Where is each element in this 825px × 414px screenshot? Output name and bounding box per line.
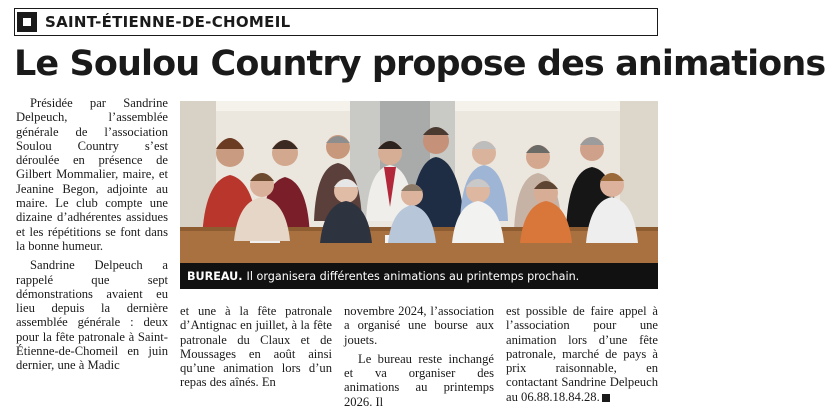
paragraph: Sandrine Delpeuch a rappelé que sept démonstrations avaient eu lieu depuis la dernière assemblée générale : deux pour la fête patronale à Saint-Étienne-de-Chomeil en juin dernier, une à Madic — [16, 258, 168, 373]
section-label: SAINT-ÉTIENNE-DE-CHOMEIL — [45, 13, 291, 31]
article-column-1 — [16, 96, 168, 373]
paragraph: Présidée par Sandrine Delpeuch, l’assemblée générale de l’association Soulou Country s’est déroulée en présence de Gilbert Mommalier, maire, et Jeanine Begon, adjointe au maire. Le club compte une dizaine d’adhérentes assidues et les répétitions se font dans la bonne humeur. — [16, 96, 168, 253]
photo-caption — [180, 263, 658, 289]
caption-text: Il organisera différentes animations au printemps prochain. — [246, 269, 580, 283]
end-of-article-icon — [602, 394, 610, 402]
section-header — [14, 8, 658, 36]
section-square-icon — [17, 12, 37, 32]
article-headline: Le Soulou Country propose des animations — [14, 44, 825, 84]
article-photo — [180, 101, 658, 263]
article-column-2 — [180, 304, 332, 390]
paragraph-text: est possible de faire appel à l’association pour une animation lors d’une fête patronale, marché de pays à prix raisonnable, en contactant Sandrine Delpeuch au 06.88.18.84.28. — [506, 304, 658, 404]
article-column-4 — [506, 304, 658, 404]
paragraph: novembre 2024, l’association a organisé une bourse aux jouets. — [344, 304, 494, 347]
paragraph: et une à la fête patronale d’Antignac en juillet, à la fête patronale du Claux et de Moussages en août ainsi qu’une animation lors d’un repas des aînés. En — [180, 304, 332, 390]
article-column-3 — [344, 304, 494, 409]
caption-label: BUREAU. — [187, 269, 243, 283]
group-photo-illustration — [180, 101, 658, 263]
paragraph — [506, 304, 658, 404]
paragraph: Le bureau reste inchangé et va organiser des animations au printemps 2026. Il — [344, 351, 494, 409]
